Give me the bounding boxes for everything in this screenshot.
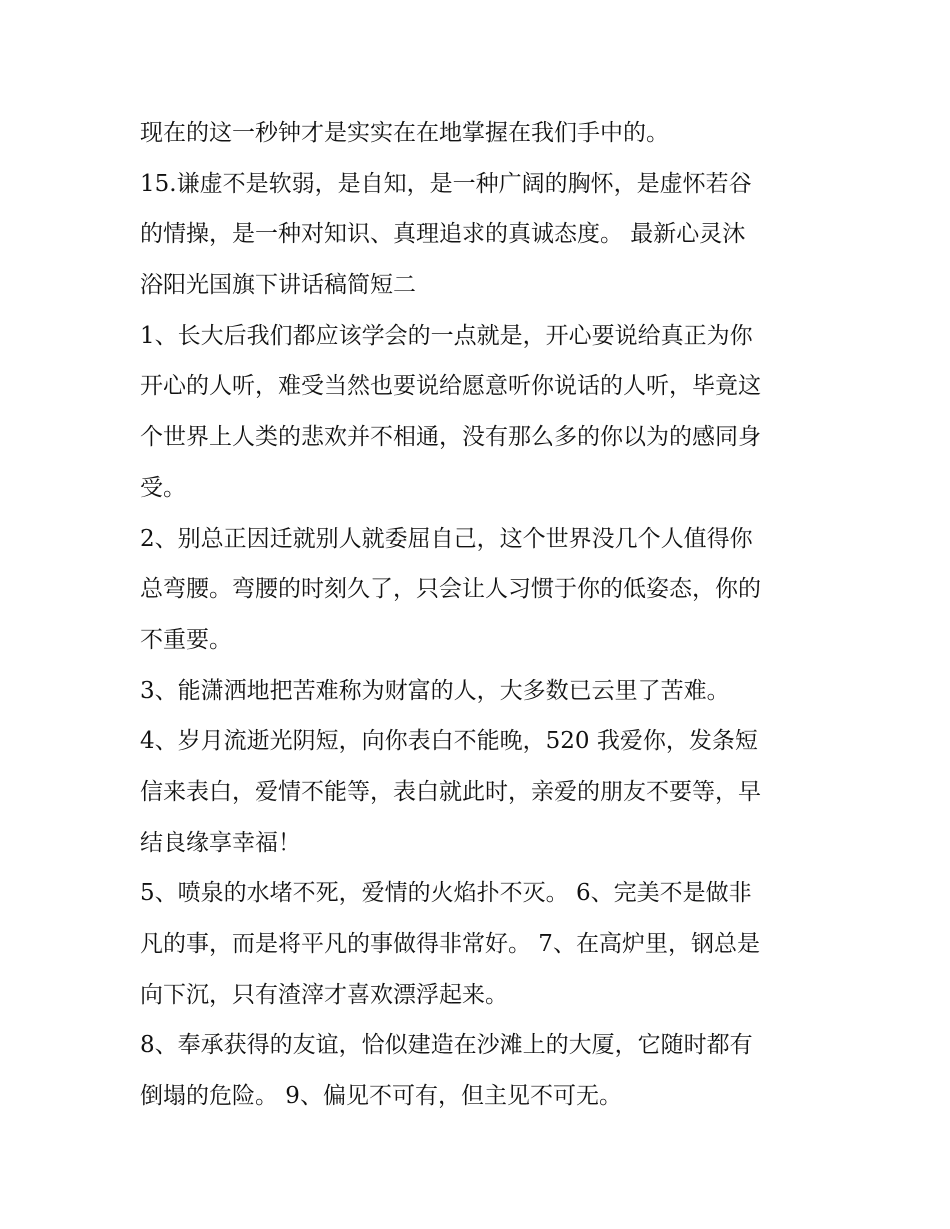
text-line: 个世界上人类的悲欢并不相通，没有那么多的你以为的感同身 (140, 424, 761, 451)
text-line: 向下沉，只有渣滓才喜欢漂浮起来。 (140, 981, 508, 1008)
text-line: 4、岁月流逝光阴短，向你表白不能晚，520 我爱你，发条短 (140, 728, 758, 755)
text-line: 8、奉承获得的友谊，恰似建造在沙滩上的大厦，它随时都有 (140, 1032, 753, 1059)
text-line: 总弯腰。弯腰的时刻久了，只会让人习惯于你的低姿态，你的 (140, 576, 761, 603)
text-line: 2、别总正因迁就别人就委屈自己，这个世界没几个人值得你 (140, 525, 753, 552)
text-line: 受。 (140, 474, 186, 501)
document-body (140, 108, 820, 1122)
text-line: 信来表白，爱情不能等，表白就此时，亲爱的朋友不要等，早 (140, 778, 761, 805)
text-line: 1、长大后我们都应该学会的一点就是，开心要说给真正为你 (140, 322, 753, 349)
text-line: 现在的这一秒钟才是实实在在地掌握在我们手中的。 (140, 120, 669, 146)
text-line: 结良缘享幸福！ (140, 829, 301, 856)
text-line: 3、能潇洒地把苦难称为财富的人，大多数已云里了苦难。 (140, 677, 730, 704)
text-line: 15.谦虚不是软弱，是自知，是一种广阔的胸怀，是虚怀若谷 (140, 170, 752, 197)
text-line: 的情操，是一种对知识、真理追求的真诚态度。 最新心灵沐 (140, 221, 746, 248)
text-line: 浴阳光国旗下讲话稿简短二 (140, 272, 416, 299)
text-line: 5、喷泉的水堵不死，爱情的火焰扑不灭。 6、完美不是做非 (140, 880, 752, 907)
text-line: 开心的人听，难受当然也要说给愿意听你说话的人听，毕竟这 (140, 373, 761, 400)
text-line: 凡的事，而是将平凡的事做得非常好。 7、在高炉里，钢总是 (140, 931, 760, 957)
text-line: 不重要。 (140, 626, 232, 653)
text-line: 倒塌的危险。 9、偏见不可有，但主见不可无。 (140, 1083, 622, 1110)
